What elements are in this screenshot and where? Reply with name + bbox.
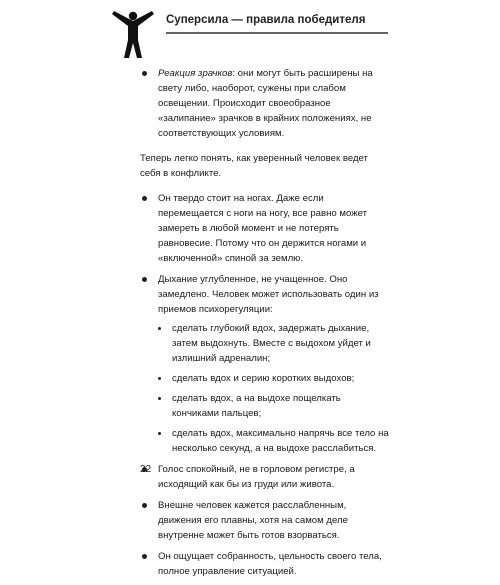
bullet-icon <box>142 503 147 508</box>
list-item <box>140 549 390 579</box>
sub-list-item <box>158 391 390 421</box>
bullet-icon <box>142 277 147 282</box>
list-item <box>140 191 390 266</box>
list-item-text: : они могут быть расширены на свету либо, наоборот, сужены при слабом освещении. Происходит своеобразное «залипание» зрачков в крайних положениях, не соответствующих условиям. <box>158 68 373 139</box>
list-item-text: Он ощущает собранность, цельность своего тела, полное управление ситуацией. <box>158 551 382 577</box>
bullet-icon <box>142 554 147 559</box>
bullet-list-top <box>140 66 390 141</box>
list-item <box>140 498 390 543</box>
bullet-list-main <box>140 191 390 579</box>
sub-list-item <box>158 371 390 386</box>
list-item-text: Дыхание углубленное, не учащенное. Оно замедлено. Человек может использовать один из приемов психорегуляции: <box>158 274 379 315</box>
list-item-text: Он твердо стоит на ногах. Даже если перемещается с ноги на ногу, все равно может замереть в любой момент и не потерять равновесие. Потому что он держится ногами и «включенной» спиной за землю. <box>158 193 368 264</box>
sub-bullet-icon <box>158 327 161 330</box>
sub-bullet-icon <box>158 377 161 380</box>
sub-list-item-text: сделать вдох, максимально напрячь все тело на несколько секунд, а на выдохе расслабиться. <box>172 428 389 454</box>
bullet-icon <box>142 196 147 201</box>
page-body <box>140 66 390 585</box>
page-number: 22 <box>140 464 152 475</box>
list-item <box>140 462 390 492</box>
list-item-lead: Реакция зрачков <box>158 68 233 79</box>
bullet-icon <box>142 71 147 76</box>
sub-bullet-icon <box>158 432 161 435</box>
sub-bullet-icon <box>158 397 161 400</box>
body-paragraph: Теперь легко понять, как уверенный человек ведет себя в конфликте. <box>140 153 368 179</box>
sub-list-item <box>158 321 390 366</box>
sub-list-item <box>158 426 390 456</box>
person-arms-raised-icon <box>112 10 154 60</box>
list-item-text: Внешне человек кажется расслабленным, движения его плавны, хотя на самом деле внутренне может быть готов взорваться. <box>158 500 348 541</box>
running-header-title: Суперсила — правила победителя <box>166 14 366 26</box>
sub-bullet-list <box>158 321 390 456</box>
page-header <box>0 0 500 52</box>
list-item-text: Голос спокойный, не в горловом регистре, а исходящий как бы из груди или живота. <box>158 464 355 490</box>
sub-list-item-text: сделать глубокий вдох, задержать дыхание, затем выдохнуть. Вместе с выдохом уйдет и излишний адреналин; <box>172 323 371 364</box>
sub-list-item-text: сделать вдох и серию коротких выдохов; <box>172 373 355 384</box>
list-item <box>140 66 390 141</box>
sub-list-item-text: сделать вдох, а на выдохе пощелкать кончиками пальцев; <box>172 393 341 419</box>
list-item <box>140 272 390 456</box>
header-divider <box>166 32 388 34</box>
